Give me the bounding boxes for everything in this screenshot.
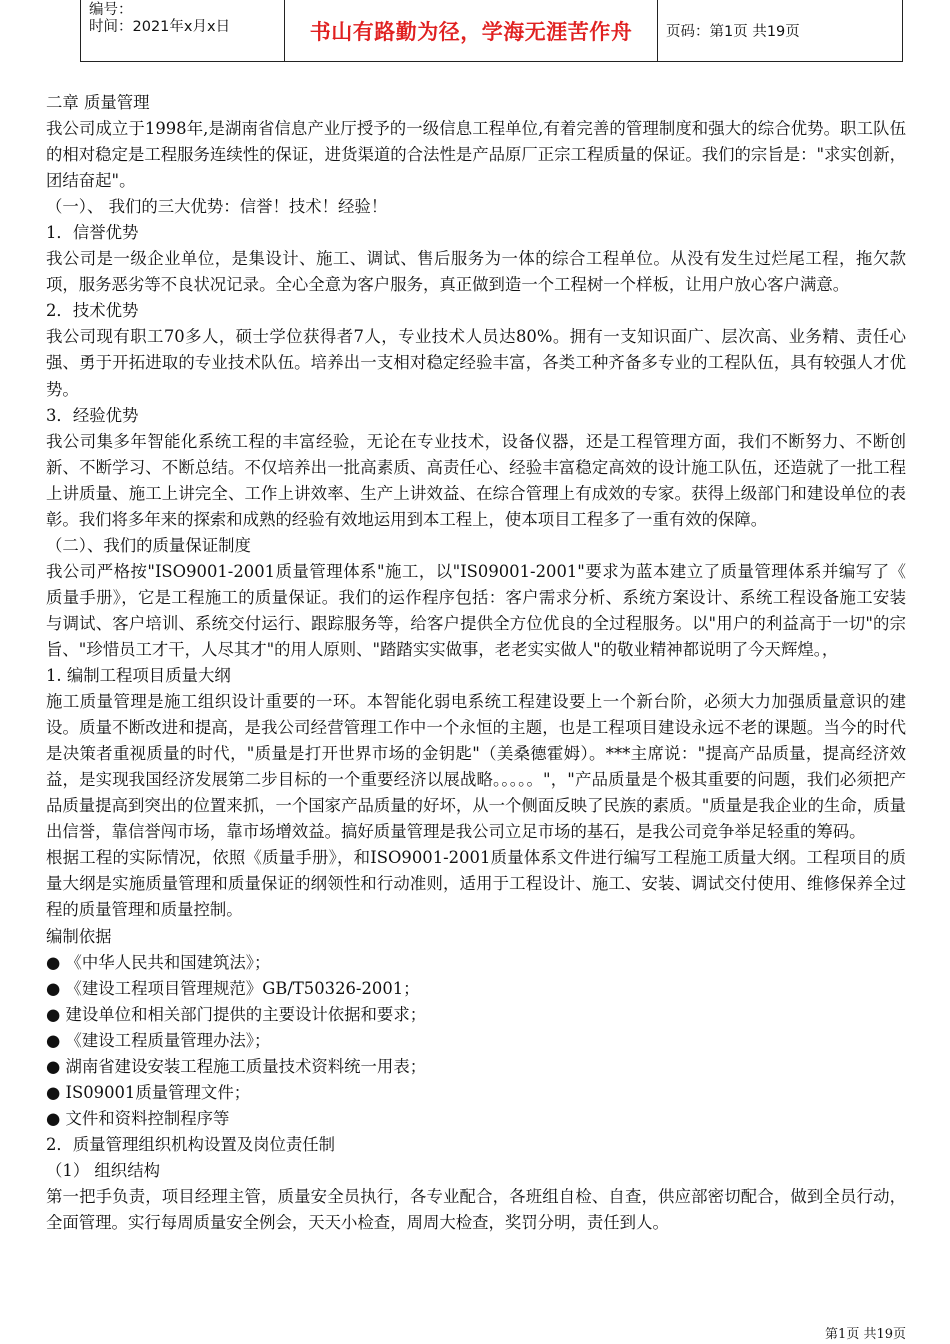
page-header <box>80 0 903 62</box>
document-number-label: 编号： <box>89 2 133 18</box>
subsection-heading: 编制依据 <box>46 926 112 946</box>
bullet-item: ● 湖南省建设安装工程施工质量技术资料统一用表； <box>46 1054 906 1080</box>
section-heading: （二）、我们的质量保证制度 <box>46 535 251 555</box>
chapter-title: 二章 质量管理 <box>46 93 150 112</box>
section-heading: （一）、 我们的三大优势：信誉！技术！经验！ <box>46 197 388 217</box>
bullet-item: ● IS09001质量管理文件； <box>46 1080 906 1106</box>
subsection-heading: 3．经验优势 <box>46 405 139 425</box>
paragraph: 我公司是一级企业单位，是集设计、施工、调试、售后服务为一体的综合工程单位。从没有发生过烂尾工程，拖欠款项，服务恶劣等不良状况记录。全心全意为客户服务，真正做到造一个工程树一个样板，让用户放心客户满意。 <box>46 249 906 295</box>
paragraph: 根据工程的实际情况，依照《质量手册》，和ISO9001-2001质量体系文件进行编写工程施工质量大纲。工程项目的质量大纲是实施质量管理和质量保证的纲领性和行动准则，适用于工程设计、施工、安装、调试交付使用、维修保养全过程的质量管理和质量控制。 <box>46 848 906 920</box>
bullet-item: ● 《建设工程质量管理办法》； <box>46 1028 906 1054</box>
subsection-heading: 1. 编制工程项目质量大纲 <box>46 666 231 686</box>
subsection-heading: 1．信誉优势 <box>46 223 139 243</box>
paragraph: 第一把手负责，项目经理主管，质量安全员执行，各专业配合，各班组自检、自查，供应部密切配合，做到全员行动，全面管理。实行每周质量安全例会，天天小检查，周周大检查，奖罚分明，责任到人。 <box>46 1186 906 1233</box>
header-page-info: 页码：第1页 共19页 <box>666 24 800 40</box>
paragraph: 我公司现有职工70多人，硕士学位获得者7人，专业技术人员达80%。拥有一支知识面广、层次高、业务精、责任心强、勇于开拓进取的专业技术队伍。培养出一支相对稳定经验丰富，各类工种齐备多专业的工程队伍，具有较强人才优势。 <box>46 327 906 399</box>
header-meta <box>81 0 285 61</box>
paragraph: 我公司严格按"ISO9001-2001质量管理体系"施工，以"IS09001-2001"要求为蓝本建立了质量管理体系并编写了《 质量手册》，它是工程施工的质量保证。我们的运作程序包括：客户需求分析、系统方案设计、系统工程设备施工安装与调试、客户培训、系统交付运行、跟踪服务等，给客户提供全方位优良的全过程服务。以"用户的利益高于一切"的宗旨、"珍惜员工才干，人尽其才"的用人原则、"踏踏实实做事，老老实实做人"的敬业精神都说明了今天辉煌。， <box>46 561 906 659</box>
bullet-item: ● 《中华人民共和国建筑法》； <box>46 950 906 976</box>
paragraph: 施工质量管理是施工组织设计重要的一环。本智能化弱电系统工程建设要上一个新台阶，必须大力加强质量意识的建设。质量不断改进和提高，是我公司经营管理工作中一个永恒的主题，也是工程项目建设永远不老的课题。当今的时代是决策者重视质量的时代，"质量是打开世界市场的金钥匙"（美桑德霍姆）。***主席说："提高产品质量，提高经济效益，是实现我国经济发展第二步目标的一个重要经济以展战略。。。。。"，"产品质量是个极其重要的问题，我们必须把产品质量提高到突出的位置来抓，一个国家产品质量的好坏，从一个侧面反映了民族的素质。"质量是我企业的生命，质量出信誉，靠信誉闯市场，靠市场增效益。搞好质量管理是我公司立足市场的基石，是我公司竞争举足轻重的筹码。 <box>46 692 906 842</box>
bullet-item: ● 建设单位和相关部门提供的主要设计依据和要求； <box>46 1002 906 1028</box>
subsection-heading: 2．技术优势 <box>46 301 139 321</box>
document-body <box>46 90 906 1236</box>
page-footer: 第1页 共19页 <box>825 1327 906 1342</box>
subsection-heading: （1） 组织结构 <box>46 1160 160 1180</box>
bullet-item: ● 《建设工程项目管理规范》GB/T50326-2001； <box>46 976 906 1002</box>
paragraph: 我公司成立于1998年,是湖南省信息产业厅授予的一级信息工程单位,有着完善的管理制度和强大的综合优势。职工队伍的相对稳定是工程服务连续性的保证，进货渠道的合法性是产品原厂正宗工程质量的保证。我们的宗旨是："求实创新，团结奋起"。 <box>46 119 906 191</box>
document-date: 时间：2021年x月x日 <box>89 19 231 35</box>
header-motto: 书山有路勤为径，学海无涯苦作舟 <box>285 0 658 61</box>
paragraph: 我公司集多年智能化系统工程的丰富经验，无论在专业技术，设备仪器，还是工程管理方面，我们不断努力、不断创新、不断学习、不断总结。不仅培养出一批高素质、高责任心、经验丰富稳定高效的设计施工队伍，还造就了一批工程上讲质量、施工上讲完全、工作上讲效率、生产上讲效益、在综合管理上有成效的专家。获得上级部门和建设单位的表彰。我们将多年来的探索和成熟的经验有效地运用到本工程上，使本项目工程多了一重有效的保障。 <box>46 431 906 529</box>
subsection-heading: 2．质量管理组织机构设置及岗位责任制 <box>46 1134 336 1154</box>
bullet-item: ● 文件和资料控制程序等 <box>46 1106 906 1132</box>
